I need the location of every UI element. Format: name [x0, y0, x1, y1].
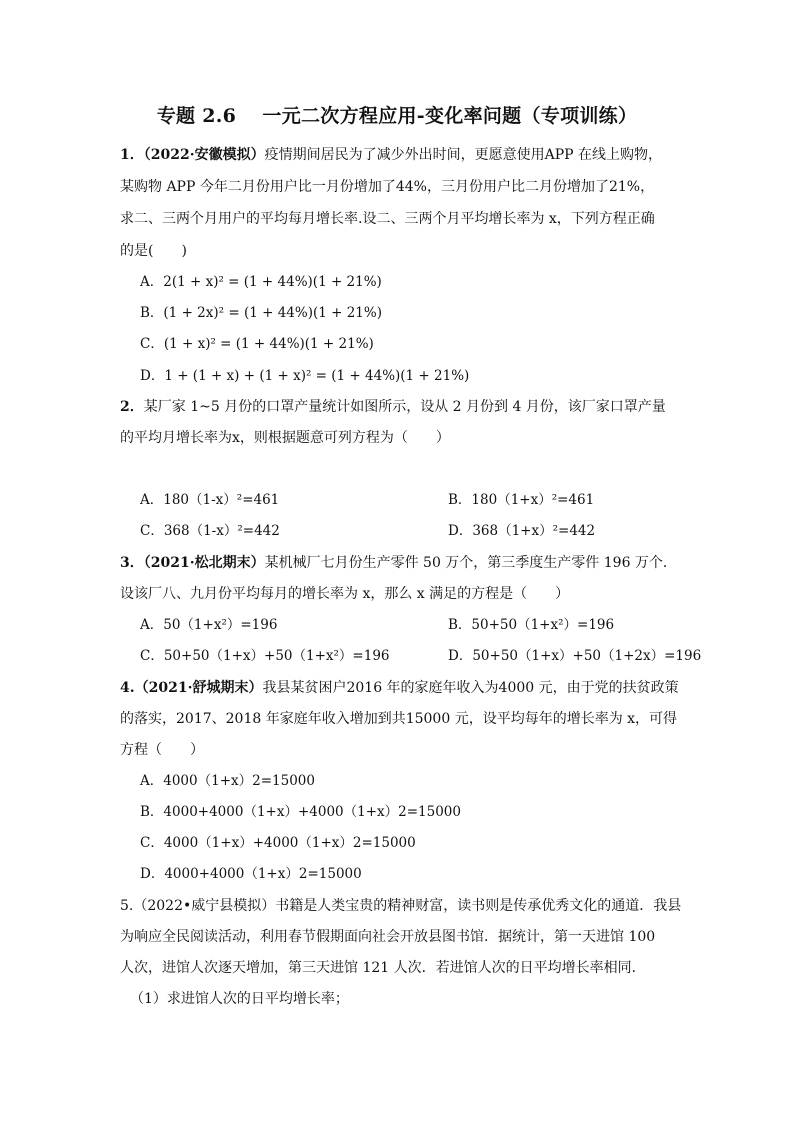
question-1-option-c: C．(1 + x)² = (1 + 44%)(1 + 21%) [140, 336, 374, 352]
page-title: 专题 2.6 一元二次方程应用-变化率问题（专项训练） [156, 105, 638, 127]
question-4-line-3: 方程（ ） [120, 742, 204, 758]
question-1-source: （2022·安徽模拟） [143, 147, 265, 163]
question-4-source: （2021·舒城期末） [134, 680, 263, 696]
question-3-text-1: 某机械厂七月份生产零件 50 万个，第三季度生产零件 196 万个． [264, 555, 677, 571]
question-4-line-2: 的落实，2017、2018 年家庭年收入增加到共15000 元，设平均每年的增长率为 x，可得 [120, 711, 678, 727]
question-1-line-4: 的是( ) [120, 243, 187, 259]
question-5-line-2: 为响应全民阅读活动，利用春节假期面向社会开放县图书馆．据统计，第一天进馆 100 [120, 929, 656, 945]
question-3-line-2: 设该厂八、九月份平均每月的增长率为 x，那么 x 满足的方程是（ ） [120, 586, 570, 602]
question-5-line-3: 人次，进馆人次逐天增加，第三天进馆 121 人次．若进馆人次的日平均增长率相同． [120, 960, 646, 976]
question-2-option-c: C．368（1-x）²=442 [140, 523, 280, 539]
question-1-line-3: 求二、三两个月用户的平均每月增长率.设二、三两个月平均增长率为 x，下列方程正确 [120, 211, 655, 227]
question-1-line-2: 某购物 APP 今年二月份用户比一月份增加了44%，三月份用户比二月份增加了21%， [120, 179, 655, 195]
question-2-line-1 [120, 397, 666, 417]
question-5-subquestion-1: （1）求进馆人次的日平均增长率； [130, 991, 349, 1007]
question-5-number: 5. [120, 898, 134, 914]
question-3-option-c: C．50+50（1+x）+50（1+x²）=196 [140, 648, 390, 664]
question-1-option-d: D．1 + (1 + x) + (1 + x)² = (1 + 44%)(1 + 21%) [140, 368, 470, 384]
question-5-line-1 [120, 896, 681, 916]
question-4-option-a: A．4000（1+x）2=15000 [140, 773, 315, 789]
question-4-option-d: D．4000+4000（1+x）2=15000 [140, 866, 362, 882]
question-3-number: 3． [120, 555, 144, 571]
question-3-source: （2021·松北期末） [143, 555, 265, 571]
question-1-number: 1． [120, 147, 144, 163]
question-4-text-1: 我县某贫困户2016 年的家庭年收入为4000 元，由于党的扶贫政策 [262, 680, 679, 696]
question-4-option-c: C．4000（1+x）+4000（1+x）2=15000 [140, 835, 416, 851]
question-1-option-a: A．2(1 + x)² = (1 + 44%)(1 + 21%) [140, 274, 382, 290]
question-5-source: （2022•威宁县模拟） [133, 898, 276, 914]
question-1-text-1: 疫情期间居民为了减少外出时间，更愿意使用APP 在线上购物， [264, 147, 662, 163]
question-4-line-1 [120, 678, 679, 698]
question-2-option-b: B．180（1+x）²=461 [448, 492, 595, 508]
question-2-line-2: 的平均月增长率为x，则根据题意可列方程为（ ） [120, 430, 450, 446]
question-2-number: 2． [120, 399, 144, 415]
question-2-text-1: 某厂家 1~5 月份的口罩产量统计如图所示，设从 2 月份到 4 月份，该厂家口罩产量 [143, 399, 666, 415]
question-3-option-d: D．50+50（1+x）+50（1+2x）=196 [448, 648, 702, 664]
question-2-option-d: D．368（1+x）²=442 [448, 523, 596, 539]
question-2-option-a: A．180（1-x）²=461 [140, 492, 280, 508]
question-1-line-1 [120, 145, 662, 165]
question-3-option-a: A．50（1+x²）=196 [140, 617, 278, 633]
question-4-option-b: B．4000+4000（1+x）+4000（1+x）2=15000 [140, 804, 461, 820]
question-3-line-1 [120, 553, 677, 573]
question-5-text-1: 书籍是人类宝贵的精神财富，读书则是传承优秀文化的通道．我县 [275, 898, 682, 914]
question-3-option-b: B．50+50（1+x²）=196 [448, 617, 615, 633]
question-1-option-b: B．(1 + 2x)² = (1 + 44%)(1 + 21%) [140, 305, 382, 321]
question-4-number: 4. [120, 680, 135, 696]
